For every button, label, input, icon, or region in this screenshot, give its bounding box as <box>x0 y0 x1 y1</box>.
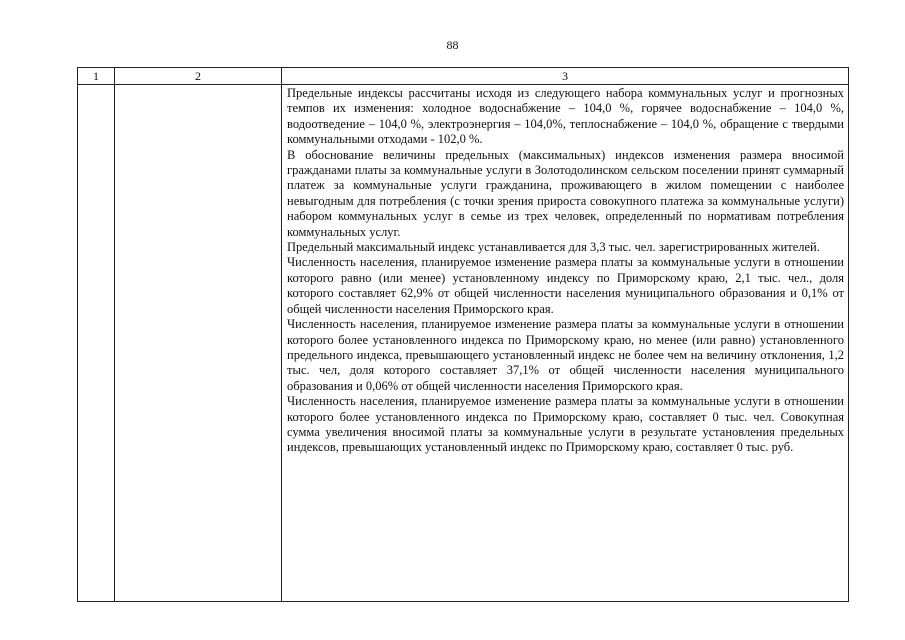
paragraph-population-above: Численность населения, планируемое изменение размера платы за коммунальные услуги в отношении которого более установленного индекса по Приморскому краю, составляет 0 тыс. чел. Совокупная сумма увеличения вносимой платы за коммунальные услуги в результате установления предельных индексов, превышающих установленный индекс по Приморскому краю, составляет 0 тыс. руб. <box>287 394 844 455</box>
cell-text <box>282 85 848 458</box>
paragraph-index-composition: Предельные индексы рассчитаны исходя из следующего набора коммунальных услуг и прогнозных темпов их изменения: холодное водоснабжение – 104,0 %, горячее водоснабжение – 104,0 %, водоотведение – 104,0 %, электроэнергия – 104,0%, теплоснабжение – 104,0 %, обращение с твердыми коммунальными отходами - 102,0 %. <box>287 86 844 147</box>
cell-column-3 <box>282 85 849 602</box>
cell-column-1 <box>78 85 115 602</box>
paragraph-justification: В обоснование величины предельных (максимальных) индексов изменения размера вносимой гражданами платы за коммунальные услуги в Золотодолинском сельском поселении принят суммарный платеж за коммунальные услуги гражданина, проживающего в жилом помещении с наиболее невыгодным для потребления (с точки зрения прироста совокупного платежа за коммунальные услуги) набором коммунальных услуг в семье из трех человек, определенный по нормативам потребления коммунальных услуг. <box>287 147 844 239</box>
paragraph-population-between: Численность населения, планируемое изменение размера платы за коммунальные услуги в отношении которого более установленного индекса по Приморскому краю, но менее (или равно) установленного предельного индекса, превышающего установленный индекс не более чем на величину отклонения, 1,2 тыс. чел, доля которого составляет 37,1% от общей численности населения муниципального образования и 0,06% от общей численности населения Приморского края. <box>287 317 844 393</box>
table-header-row <box>78 68 849 85</box>
document-table <box>77 67 849 602</box>
column-header-2: 2 <box>115 68 282 85</box>
paragraph-max-index: Предельный максимальный индекс устанавливается для 3,3 тыс. чел. зарегистрированных жителей. <box>287 240 820 255</box>
column-header-1: 1 <box>78 68 115 85</box>
page-number: 88 <box>446 38 459 52</box>
table-row <box>78 85 849 602</box>
column-header-3: 3 <box>282 68 849 85</box>
cell-column-2 <box>115 85 282 602</box>
paragraph-population-equal: Численность населения, планируемое изменение размера платы за коммунальные услуги в отношении которого равно (или менее) установленному индексу по Приморскому краю, 2,1 тыс. чел., доля которого составляет 62,9% от общей численности населения муниципального образования и 0,1% от общей численности населения Приморского края. <box>287 255 844 316</box>
